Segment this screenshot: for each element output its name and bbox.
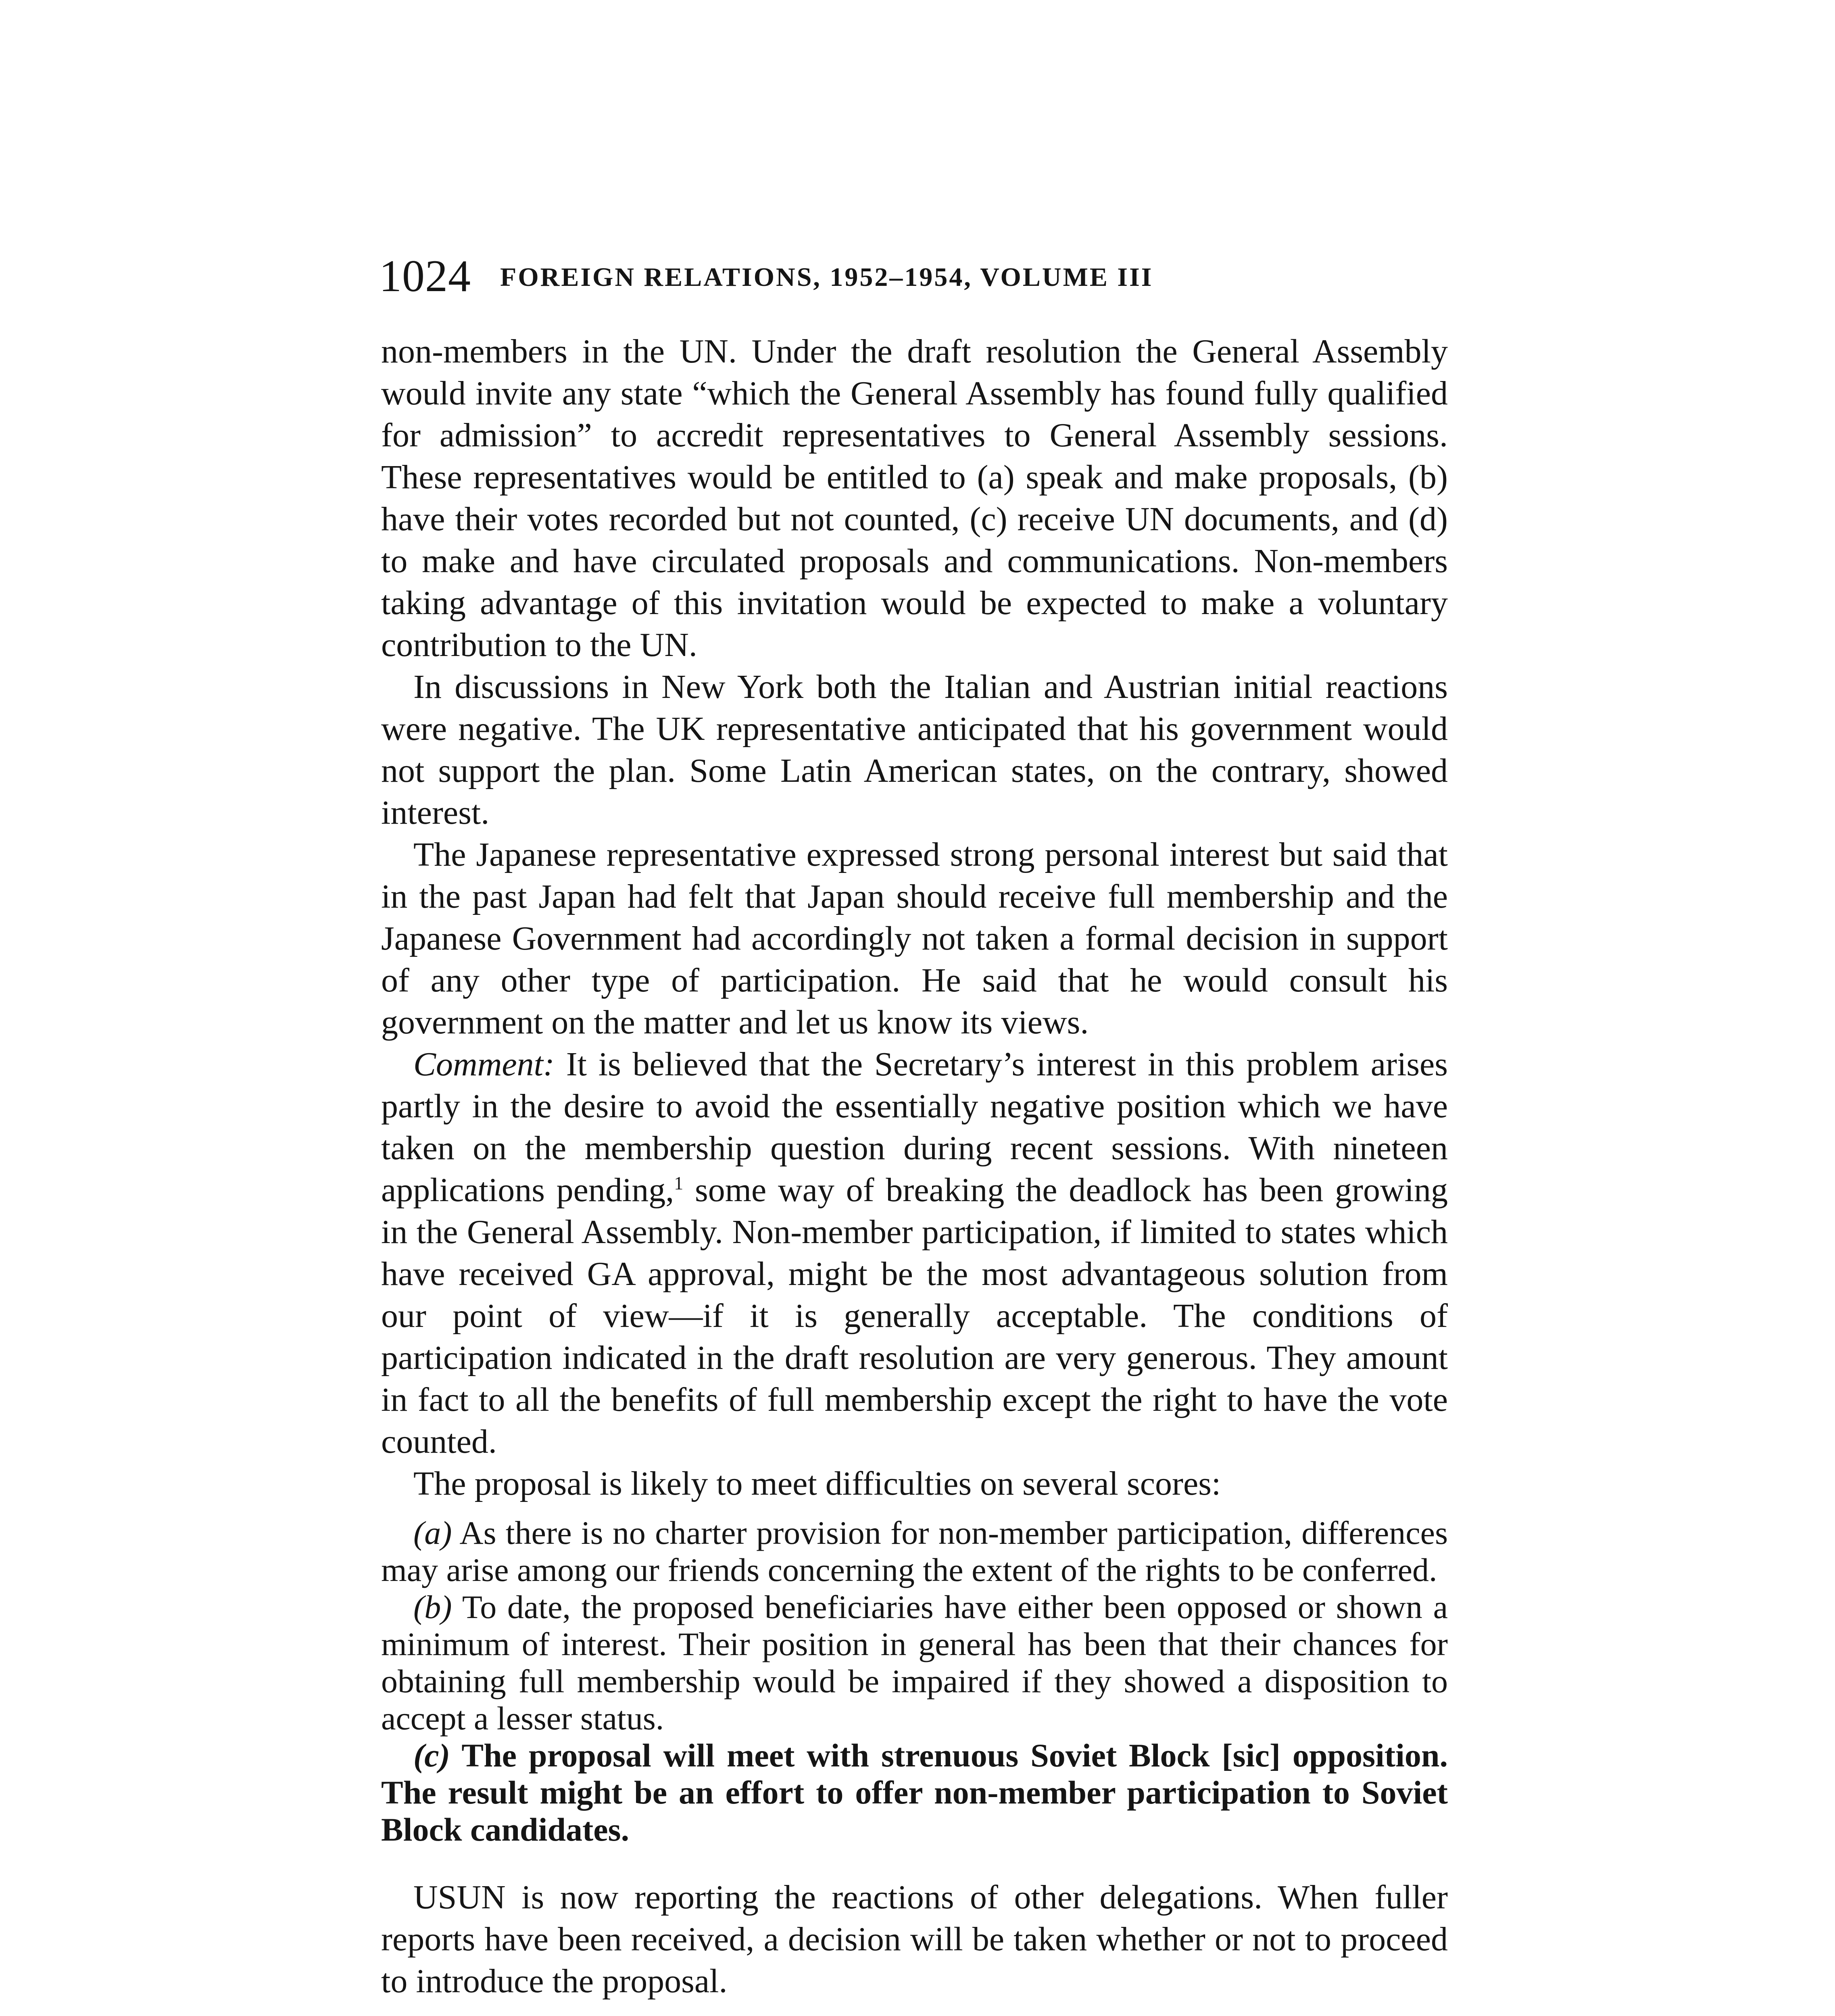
difficulty-label: (a) [413,1514,452,1551]
difficulty-item-b [381,1589,1448,1737]
comment-text-after-note: some way of breaking the deadlock has been growing in the General Assembly. Non-member participation, if limited to states which have received GA approval, might be the most advantageous solution from our point of view—if it is generally acceptable. The conditions of participation indicated in the draft resolution are very generous. They amount in fact to all the benefits of full membership except the right to have the vote counted. [381,1171,1448,1460]
difficulty-item-c [381,1737,1448,1848]
difficulty-item-a [381,1514,1448,1589]
difficulty-text: To date, the proposed beneficiaries have either been opposed or shown a minimum of interest. Their position in general has been that their chances for obtaining full membership would be impaired if they showed a disposition to accept a lesser status. [381,1589,1448,1737]
comment-label: Comment: [413,1045,555,1083]
difficulty-label: (c) [413,1737,450,1774]
difficulties-intro: The proposal is likely to meet difficulties on several scores: [413,1465,1221,1502]
document-body [381,331,1448,2016]
difficulty-label: (b) [413,1589,452,1625]
paragraph-reactions: In discussions in New York both the Italian and Austrian initial reactions were negative. The UK representative anticipated that his government would not support the plan. Some Latin American states, on the contrary, showed interest. [381,668,1448,831]
page-header [379,250,1452,302]
paragraph-comment [381,1043,1448,1463]
paragraph-continued: non-members in the UN. Under the draft resolution the General Assembly would invite any state “which the General Assembly has found fully qualified for admission” to accredit representatives to General Assembly sessions. These representatives would be entitled to (a) speak and make proposals, (b) have their votes recorded but not counted, (c) receive UN documents, and (d) to make and have circulated proposals and communications. Non-members taking advantage of this invitation would be expected to make a voluntary contribution to the UN. [381,333,1448,664]
running-head: FOREIGN RELATIONS, 1952–1954, VOLUME III [500,262,1153,292]
paragraph-japan: The Japanese representative expressed strong personal interest but said that in the past Japan had felt that Japan should receive full membership and the Japanese Government had accordingly not taken a formal decision in support of any other type of participation. He said that he would consult his government on the matter and let us know its views. [381,836,1448,1041]
difficulty-text: The proposal will meet with strenuous Soviet Block [sic] opposition. The result might be an effort to offer non-member participation to Soviet Block candidates. [381,1737,1448,1848]
page-number: 1024 [379,251,471,301]
footnote-reference: 1 [674,1173,684,1193]
paragraph-closing: USUN is now reporting the reactions of other delegations. When fuller reports have been received, a decision will be taken whether or not to proceed to introduce the proposal. [381,1879,1448,2000]
comment-text-before-note: It is believed that the Secretary’s interest in this problem arises partly in the desire to avoid the essentially negative position which we have taken on the membership question during recent sessions. With nineteen applications pending, [381,1045,1448,1209]
difficulty-text: As there is no charter provision for non-member participation, differences may arise among our friends concerning the extent of the rights to be conferred. [381,1514,1448,1588]
